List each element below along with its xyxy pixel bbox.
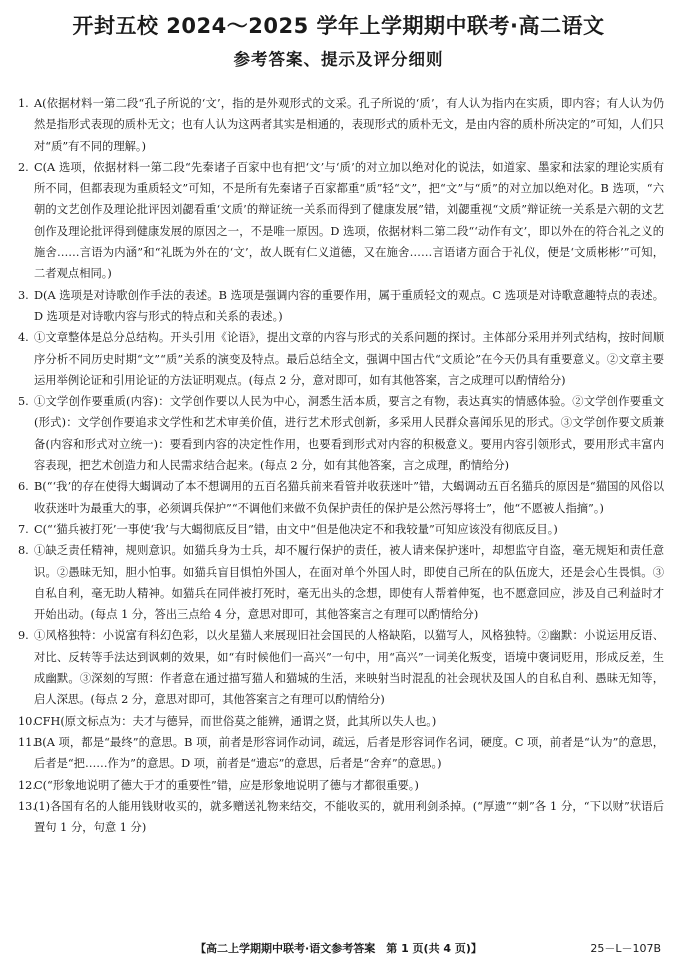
answer-text: ①风格独特：小说富有科幻色彩，以火星猫人来展现旧社会国民的人格缺陷，以猫写人，风格独特。②幽默：小说运用反语、对比、反转等手法达到讽刺的效果，如“有时候他们一高兴”一句中，用“高兴”一词美化叛变，语境中褒词贬用，形成反差，生成幽默。③深刻的写照：作者意在通过描写猫人和猫城的生活，来映射当时混乱的社会现状及国人的自私自利、愚昧无知等，启人深思。(每点 2 分，意思对即可，其他答案言之有理可以酌情给分) bbox=[34, 629, 664, 707]
answer-text: D(A 选项是对诗歌创作手法的表述。B 选项是强调内容的重要作用，属于重质轻文的观点。C 选项是对诗歌意趣特点的表述。D 选项是对诗歌内容与形式的特点和关系的表述。) bbox=[34, 288, 664, 323]
answer-item-9 bbox=[18, 625, 664, 710]
answer-number: 3. bbox=[18, 288, 29, 302]
answer-text: ①文学创作要重质(内容)：文学创作要以人民为中心，洞悉生活本质，要言之有物，表达真实的情感体验。②文学创作要重文(形式)：文学创作要追求文学性和艺术审美价值，进行艺术形式创新，多采用人民群众喜闻乐见的形式。③文学创作要文质兼备(内容和形式对立统一)：要看到内容的决定性作用，也要看到形式对内容的积极意义。要用内容引领形式，要用形式丰富内容表现，把艺术创造力和人民需求结合起来。(每点 2 分，如有其他答案，言之成理，酌情给分) bbox=[34, 395, 664, 473]
answer-item-2 bbox=[18, 157, 664, 285]
answer-text: C(“形象地说明了德大于才的重要性”错，应是形象地说明了德与才都很重要。) bbox=[34, 778, 419, 792]
footer-doc-code: 25－L－107B bbox=[590, 942, 661, 955]
answer-text: B(“‘我’的存在使得大蝎调动了本不想调用的五百名猫兵前来看管并收获迷叶”错，大蝎调动五百名猫兵的原因是“猫国的风俗以收获迷叶为最重大的事，必须调兵保护”“不调他们来做不负保护责任的保护是公然污辱将士”，他“不愿被人指摘”。) bbox=[34, 480, 664, 515]
answer-list bbox=[18, 93, 664, 838]
answer-number: 5. bbox=[18, 395, 29, 409]
answer-text: C(A 选项，依据材料一第二段“先秦诸子百家中也有把‘文’与‘质’的对立加以绝对化的说法，如道家、墨家和法家的理论实质有所不同，但都表现为重质轻文”可知，不是所有先秦诸子百家都重“质”轻“文”，把“文”与“质”的对立加以绝对化。B 选项，“六朝的文艺创作及理论批评因刘勰看重‘文质’的辩证统一关系而得到了健康发展”错，刘勰重视“文质”辩证统一关系是六朝的文艺创作及理论批评得到健康发展的原因之一，不是唯一原因。D 选项，依据材料二第二段“‘动作有文’，即以外在的符合礼之义的施舍……言语为内涵”和“礼既为外在的‘文’，故人既有仁义道德，又在施舍……言语诸方面合于礼仪，便是‘文质彬彬’”可知，二者观点相同。) bbox=[34, 160, 664, 281]
answer-item-13 bbox=[18, 796, 664, 839]
answer-number: 7. bbox=[18, 522, 29, 536]
answer-text: A(依据材料一第二段“孔子所说的‘文’，指的是外观形式的文采。孔子所说的‘质’，有人认为指内在实质，即内容；有人认为仍然是指形式表现的质朴无文；也有人认为这两者其实是相通的，表现形式的质朴无文，是由内容的质朴所决定的”可知，人们只对“质”有不同的理解。) bbox=[34, 97, 664, 153]
answer-text: ①文章整体是总分总结构。开头引用《论语》，提出文章的内容与形式的关系问题的探讨。主体部分采用并列式结构，按时间顺序分析不同历史时期“文”“质”关系的演变及特点。最后总结全文，强调中国古代“文质论”在今天仍具有重要意义。②文章主要运用举例论证和引用论证的方法证明观点。(每点 2 分，意对即可，如有其他答案，言之成理可以酌情给分) bbox=[34, 331, 664, 387]
answer-text: (1)各国有名的人能用钱财收买的，就多赠送礼物来结交，不能收买的，就用利剑杀掉。(“厚遗”“刺”各 1 分，“下以财”状语后置句 1 分，句意 1 分) bbox=[34, 799, 664, 835]
answer-item-7 bbox=[18, 519, 664, 540]
answer-text: C(“‘猫兵被打死’一事使‘我’与大蝎彻底反目”错，由文中“但是他决定不和我较量”可知应该没有彻底反目。) bbox=[34, 522, 558, 536]
answer-item-10 bbox=[18, 711, 664, 732]
answer-number: 13. bbox=[18, 799, 36, 813]
answer-item-4 bbox=[18, 327, 664, 391]
page-subtitle: 参考答案、提示及评分细则 bbox=[233, 50, 444, 69]
answer-item-8 bbox=[18, 540, 664, 625]
answer-number: 9. bbox=[18, 629, 29, 643]
answer-item-12 bbox=[18, 775, 664, 796]
answer-item-5 bbox=[18, 391, 664, 476]
answer-text: CFH(原文标点为：夫才与德异，而世俗莫之能辨，通谓之贤，此其所以失人也。) bbox=[34, 714, 437, 728]
page-title: 开封五校 2024～2025 学年上学期期中联考·高二语文 bbox=[72, 14, 605, 38]
answer-number: 2. bbox=[18, 160, 29, 174]
answer-number: 10. bbox=[18, 714, 36, 728]
answer-item-11 bbox=[18, 732, 664, 775]
answer-item-1 bbox=[18, 93, 664, 157]
answer-text: ①缺乏责任精神，规则意识。如猫兵身为士兵，却不履行保护的责任，被人请来保护迷叶，却想监守自盗，毫无规矩和责任意识。②愚昧无知，胆小怕事。如猫兵盲目惧怕外国人，在面对单个外国人时，即使自己所在的队伍庞大，还是会心生畏惧。③自私自利，毫无助人精神。如猫兵在同伴被打死时，毫无出头的念想，即使有人帮着伸冤，也不愿意回应，涉及自己利益时才开始出动。(每点 1 分，答出三点给 4 分，意思对即可，其他答案言之有理可以酌情给分) bbox=[34, 544, 664, 622]
answer-number: 1. bbox=[18, 97, 29, 110]
footer-page-info: 【高二上学期期中联考·语文参考答案 第 1 页(共 4 页)】 bbox=[195, 942, 482, 955]
answer-number: 8. bbox=[18, 544, 29, 558]
answer-number: 6. bbox=[18, 480, 29, 494]
answer-item-3 bbox=[18, 285, 664, 328]
answer-number: 11. bbox=[18, 735, 36, 749]
answer-item-6 bbox=[18, 476, 664, 519]
answer-number: 12. bbox=[18, 778, 36, 792]
answer-text: B(A 项，都是“最终”的意思。B 项，前者是形容词作动词，疏远，后者是形容词作名词，硬度。C 项，前者是“认为”的意思，后者是“把……作为”的意思。D 项，前者是“遗忘”的意思，后者是“舍弃”的意思。) bbox=[34, 735, 664, 771]
answer-number: 4. bbox=[18, 331, 29, 345]
